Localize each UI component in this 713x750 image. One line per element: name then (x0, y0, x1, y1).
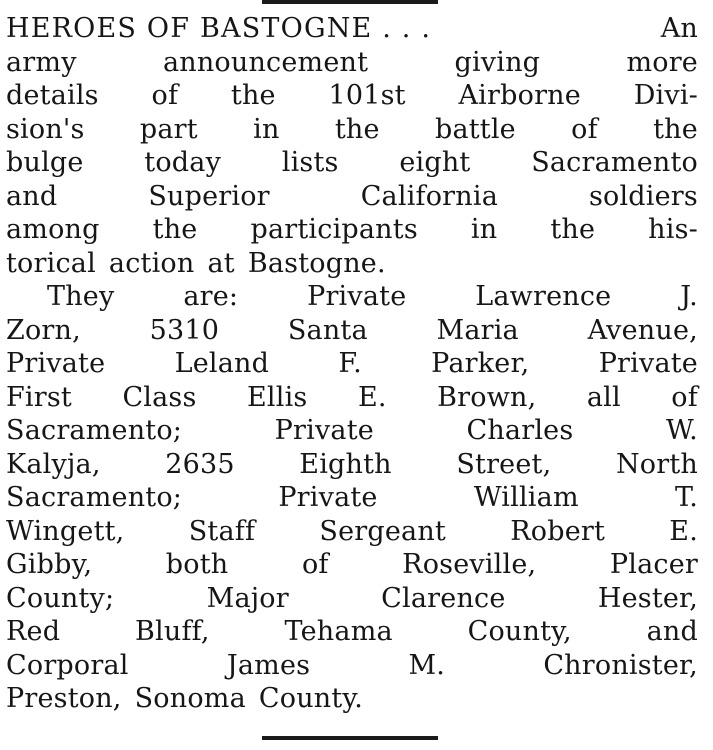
article-word: of (151, 80, 179, 111)
article-word: M. (408, 649, 446, 681)
article-word: Sacramento (531, 147, 698, 178)
article-word: Red (6, 616, 61, 647)
article-line (6, 448, 698, 482)
article-word: sion's (6, 113, 85, 145)
article-word: his- (648, 214, 698, 245)
article-word: Kalyja, (6, 448, 101, 480)
article-word: Sacramento; (6, 482, 183, 513)
article-line (6, 314, 698, 348)
article-word: army (6, 46, 77, 78)
article-line (6, 46, 698, 80)
article-word: F. (338, 348, 362, 379)
article-word: Ellis (247, 381, 308, 413)
article-line (6, 582, 698, 616)
article-word: Robert (510, 515, 606, 547)
article-word: County; (6, 582, 115, 614)
article-word: part (139, 113, 198, 145)
article-word: Private (307, 281, 407, 312)
article-word: Superior (148, 180, 270, 212)
article-word: more (626, 46, 698, 78)
article-word: Brown, (437, 381, 537, 413)
article-word: participants (250, 214, 418, 245)
article-word: Preston, (6, 683, 122, 714)
article-word: An (660, 13, 698, 44)
article-word: E. (357, 381, 387, 413)
article-word: eight (399, 147, 471, 178)
article-word: Class (122, 381, 197, 413)
article-word: battle (434, 113, 516, 145)
article-word: the (653, 113, 698, 145)
article-word: Bastogne. (247, 247, 386, 279)
article-word: Sacramento; (6, 415, 183, 446)
article-word: Roseville, (402, 549, 537, 580)
article-word: Placer (609, 549, 698, 580)
article-word: all (586, 381, 621, 413)
article-word: among (6, 214, 100, 245)
article-word: Chronister, (543, 649, 698, 681)
article-word: today (144, 147, 222, 178)
article-word: T. (674, 482, 698, 513)
article-word: 2635 (165, 448, 235, 480)
article-word: Corporal (6, 649, 129, 681)
article-line (6, 347, 698, 381)
article-word: Zorn, (6, 314, 81, 346)
article-line (6, 280, 698, 314)
article-line (6, 213, 698, 247)
article-line (6, 649, 698, 683)
article-word: action (108, 247, 195, 279)
article-word: Gibby, (6, 549, 93, 580)
article-word: Airborne (458, 80, 581, 111)
article-word: bulge (6, 147, 84, 178)
article-word: William (473, 482, 579, 513)
article-line (6, 548, 698, 582)
article-word: the (550, 214, 596, 245)
article-word: Private (274, 415, 374, 446)
article-word: North (615, 448, 698, 480)
article-line (6, 180, 698, 214)
article-word: James (226, 649, 311, 681)
article-word: the (334, 113, 380, 145)
article-word: Tehama (284, 616, 393, 647)
article-word: of (571, 113, 598, 145)
article-word: are: (183, 281, 239, 312)
headline-text: HEROES OF BASTOGNE . . . (6, 13, 432, 44)
article-line (6, 113, 698, 147)
article-line (6, 146, 698, 180)
article-word: and (6, 180, 58, 212)
article-word: Maria (436, 314, 519, 346)
article-word: Street, (456, 448, 552, 480)
article-word: of (301, 549, 329, 580)
article-word: Charles (466, 415, 574, 446)
article-word: in (253, 113, 280, 145)
article-line (6, 615, 698, 649)
article-line (6, 682, 698, 716)
article-word: W. (665, 415, 698, 446)
article-word: the (152, 214, 198, 245)
news-article-column (6, 12, 698, 716)
article-word: California (360, 180, 499, 212)
article-word: E. (669, 515, 698, 547)
article-word: Avenue, (587, 314, 698, 346)
article-line (6, 79, 698, 113)
headline-line (6, 12, 698, 46)
article-word: details (6, 80, 99, 111)
article-word: Wingett, (6, 515, 125, 547)
article-word: County. (258, 683, 364, 714)
bottom-column-rule (262, 736, 438, 740)
article-word: Leland (174, 348, 270, 379)
article-word: of (671, 381, 698, 413)
article-word: Major (206, 582, 289, 614)
article-word: Private (598, 348, 698, 379)
article-word: 5310 (149, 314, 220, 346)
article-word: the (230, 80, 276, 111)
article-line (6, 515, 698, 549)
article-word: giving (454, 46, 541, 78)
article-word: Sonoma (134, 683, 246, 714)
article-word: Bluff, (135, 616, 210, 647)
article-word: Private (278, 482, 378, 513)
article-word: and (646, 616, 698, 647)
article-word: torical (6, 247, 96, 279)
article-word: Private (6, 348, 106, 379)
article-word: 101st (328, 80, 406, 111)
article-word: in (470, 214, 498, 245)
article-word: Divi- (633, 80, 698, 111)
article-word: announcement (162, 46, 369, 78)
article-word: soldiers (588, 180, 698, 212)
article-word: Santa (287, 314, 368, 346)
article-word: They (47, 281, 115, 312)
article-word: Sergeant (319, 515, 446, 547)
article-word: Eighth (299, 448, 392, 480)
article-line (6, 381, 698, 415)
article-word: First (6, 381, 72, 413)
article-word: lists (281, 147, 339, 178)
article-word: Hester, (597, 582, 698, 614)
article-line (6, 414, 698, 448)
article-line (6, 481, 698, 515)
top-column-rule (262, 0, 438, 4)
article-word: County, (467, 616, 572, 647)
article-line (6, 247, 698, 281)
article-word: Clarence (381, 582, 506, 614)
article-word: Staff (188, 515, 256, 547)
article-word: J. (680, 281, 698, 312)
article-word: Lawrence (475, 281, 612, 312)
article-word: both (165, 549, 229, 580)
article-word: at (207, 247, 235, 279)
article-word: Parker, (431, 348, 530, 379)
